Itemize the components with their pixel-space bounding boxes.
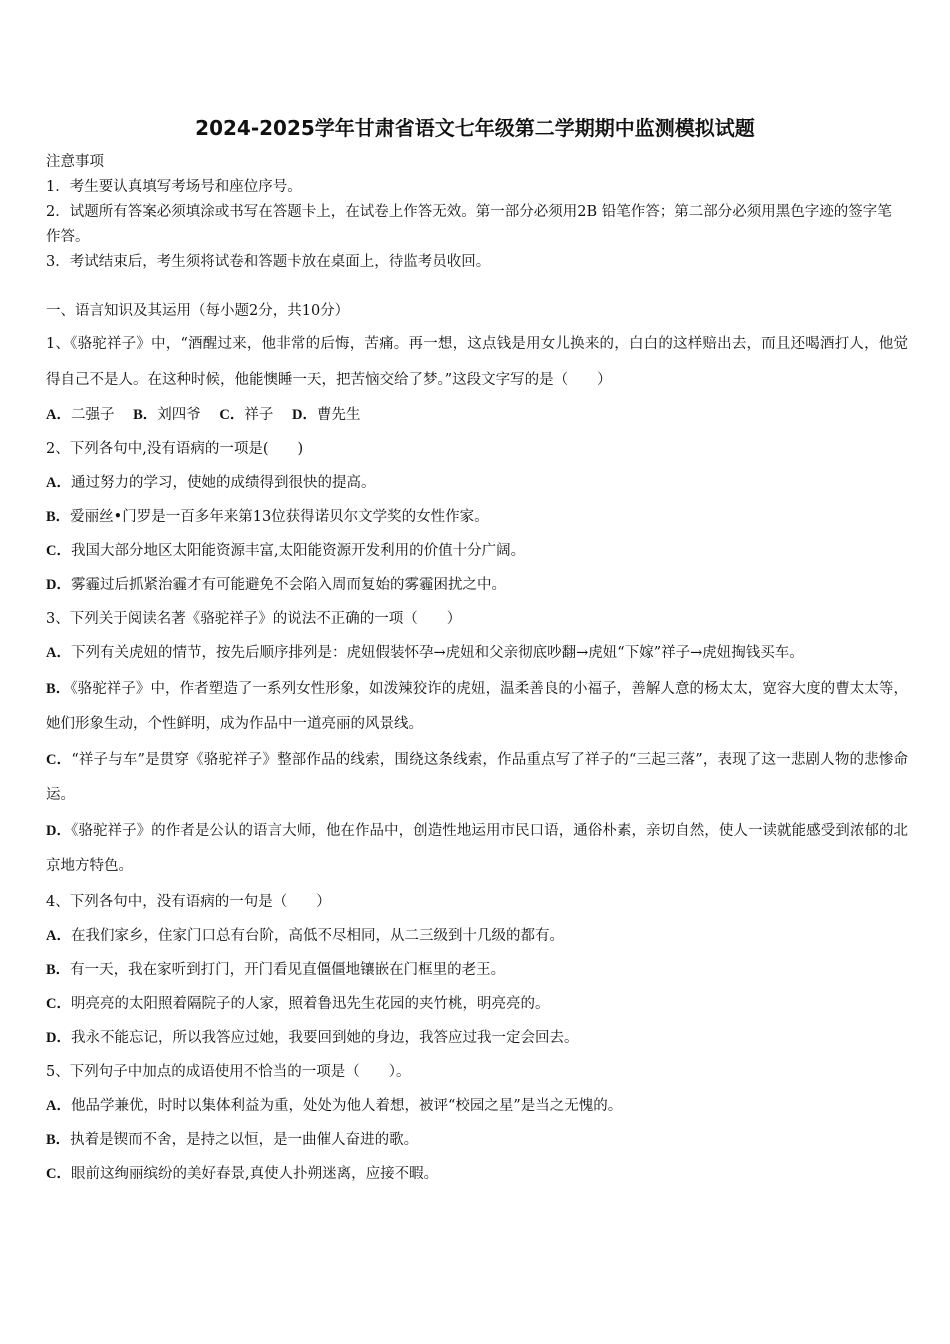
option-b: B．《骆驼祥子》中，作者塑造了一系列女性形象，如泼辣狡诈的虎妞，温柔善良的小福子，善解人意的杨太太，宽容大度的曹太太等，她们形象生动，个性鲜明，成为作品中一道亮丽的风景线。 bbox=[46, 680, 908, 732]
option-a: A．通过努力的学习，使她的成绩得到很快的提高。 bbox=[46, 475, 376, 491]
option-d: D．我永不能忘记，所以我答应过她，我要回到她的身边，我答应过我一定会回去。 bbox=[46, 1029, 579, 1046]
question-5-stem: 5、下列句子中加点的成语使用不恰当的一项是（ ）。 bbox=[46, 1063, 411, 1080]
option-c: C．明亮亮的太阳照着隔院子的人家，照着鲁迅先生花园的夹竹桃，明亮亮的。 bbox=[46, 995, 550, 1012]
notice-heading: 注意事项 bbox=[46, 154, 104, 170]
option-c: C．我国大部分地区太阳能资源丰富,太阳能资源开发利用的价值十分广阔。 bbox=[46, 543, 526, 559]
option-b: B．执着是锲而不舍，是持之以恒，是一曲催人奋进的歌。 bbox=[46, 1131, 419, 1148]
section-title: 一、语言知识及其运用（每小题2分，共10分） bbox=[46, 303, 350, 319]
question-1-stem: 1、《骆驼祥子》中，“酒醒过来，他非常的后悔，苦痛。再一想，这点钱是用女儿换来的，白白的这样赔出去，而且还喝酒打人，他觉得自己不是人。在这种时候，他能懊睡一天，把苦恼交给了梦。”这段文字写的是（ ） bbox=[46, 336, 908, 388]
option-a: A．他品学兼优，时时以集体利益为重，处处为他人着想，被评“校园之星”是当之无愧的。 bbox=[46, 1097, 623, 1114]
option-a: A．在我们家乡，住家门口总有台阶，高低不尽相同，从二三级到十几级的都有。 bbox=[46, 927, 564, 944]
notice-item: 3．考试结束后，考生须将试卷和答题卡放在桌面上，待监考员收回。 bbox=[46, 254, 491, 270]
option-a: A．下列有关虎妞的情节，按先后顺序排列是：虎妞假装怀孕→虎妞和父亲彻底吵翻→虎妞“下嫁”祥子→虎妞掏钱买车。 bbox=[46, 645, 804, 661]
option-d: D．《骆驼祥子》的作者是公认的语言大师，他在作品中，创造性地运用市民口语，通俗朴素，亲切自然，使人一读就能感受到浓郁的北京地方特色。 bbox=[46, 822, 908, 874]
option-d: D．雾霾过后抓紧治霾才有可能避免不会陷入周而复始的雾霾困扰之中。 bbox=[46, 577, 506, 593]
option-b: B．爱丽丝•门罗是一百多年来第13位获得诺贝尔文学奖的女性作家。 bbox=[46, 509, 489, 525]
option-c: C．眼前这绚丽缤纷的美好春景,真使人扑朔迷离，应接不暇。 bbox=[46, 1165, 439, 1182]
option-d: D．曹先生 bbox=[291, 407, 361, 423]
notice-item: 1．考生要认真填写考场号和座位序号。 bbox=[46, 179, 302, 195]
option-a: A．二强子 bbox=[46, 407, 115, 423]
question-1-options bbox=[46, 398, 908, 432]
option-b: B．有一天，我在家听到打门，开门看见直僵僵地镶嵌在门框里的老王。 bbox=[46, 961, 506, 978]
questions-section bbox=[46, 298, 908, 1191]
question-3-stem: 3、下列关于阅读名著《骆驼祥子》的说法不正确的一项（ ） bbox=[46, 611, 462, 627]
option-b: B．刘四爷 bbox=[133, 407, 201, 423]
question-2-stem: 2、下列各句中,没有语病的一项是( ) bbox=[46, 441, 304, 457]
option-c: C．“祥子与车”是贯穿《骆驼祥子》整部作品的线索，围绕这条线索，作品重点写了祥子的“三起三落”，表现了这一悲剧人物的悲惨命运。 bbox=[46, 751, 908, 803]
notice-item: 2．试题所有答案必须填涂或书写在答题卡上，在试卷上作答无效。第一部分必须用2B 铅笔作答；第二部分必须用黑色字迹的签字笔作答。 bbox=[46, 204, 892, 245]
exam-title: 2024-2025学年甘肃省语文七年级第二学期期中监测模拟试题 bbox=[195, 116, 755, 140]
option-c: C．祥子 bbox=[219, 407, 274, 423]
question-4-stem: 4、下列各句中，没有语病的一句是（ ） bbox=[46, 893, 331, 910]
notice-list bbox=[46, 175, 906, 275]
